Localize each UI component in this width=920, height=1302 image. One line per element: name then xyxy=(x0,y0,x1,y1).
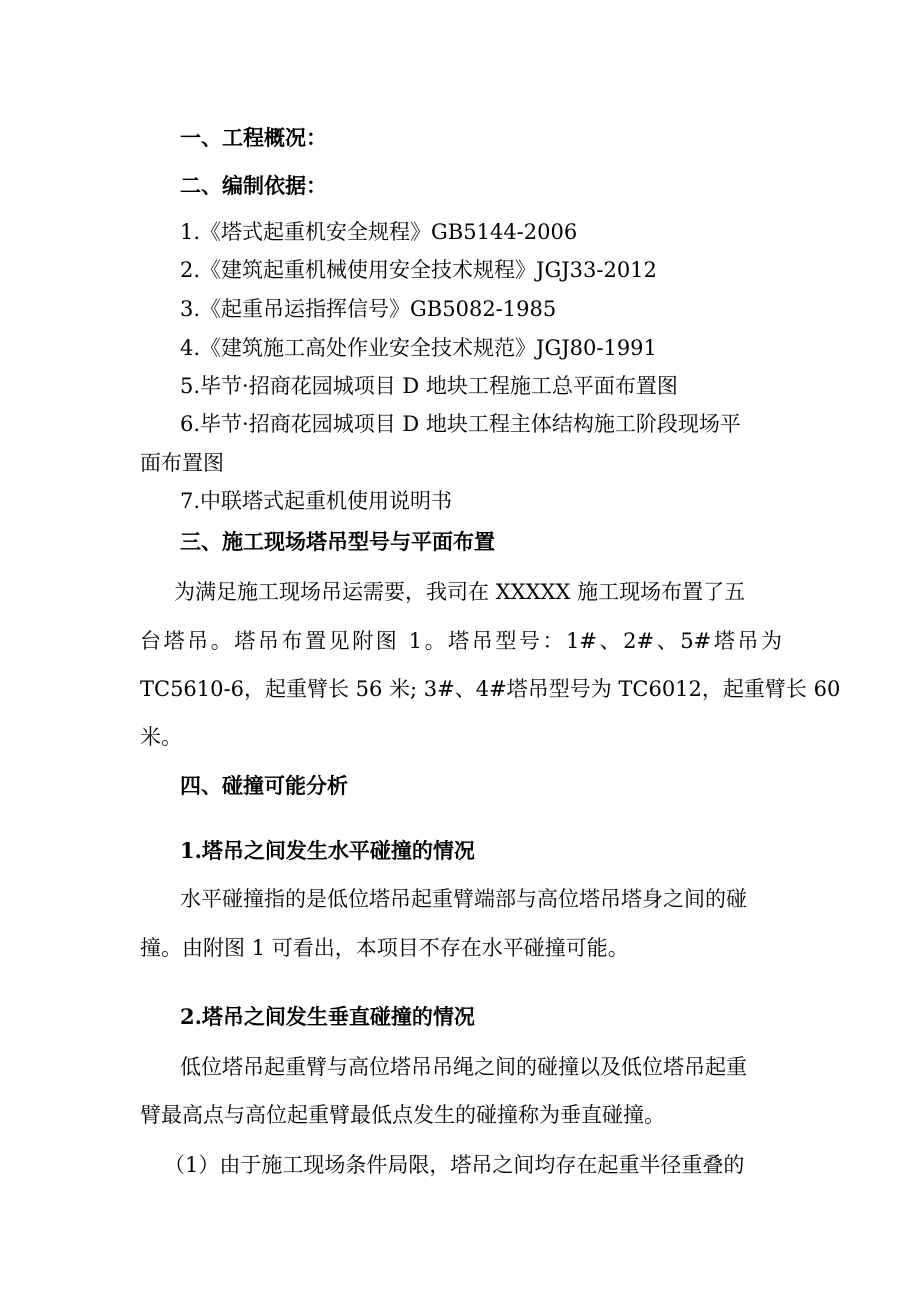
section-3-paragraph-line-2: 台塔吊。塔吊布置见附图 1。塔吊型号：1#、2#、5#塔吊为 xyxy=(140,629,782,653)
reference-item-2: 2.《建筑起重机械使用安全技术规程》JGJ33-2012 xyxy=(180,258,657,282)
reference-item-6: 6.毕节·招商花园城项目 D 地块工程主体结构施工阶段现场平 xyxy=(180,412,741,436)
section-heading-2: 二、编制依据： xyxy=(180,173,327,198)
reference-item-1: 1.《塔式起重机安全规程》GB5144-2006 xyxy=(180,220,578,244)
subsection-4-1-line-1: 水平碰撞指的是低位塔吊起重臂端部与高位塔吊塔身之间的碰 xyxy=(180,887,747,911)
section-heading-3: 三、施工现场塔吊型号与平面布置 xyxy=(180,529,495,554)
subsection-heading-4-2: 2.塔吊之间发生垂直碰撞的情况 xyxy=(180,1004,475,1029)
section-heading-1: 一、工程概况： xyxy=(180,125,327,150)
subsection-4-2-line-2: 臂最高点与高位起重臂最低点发生的碰撞称为垂直碰撞。 xyxy=(140,1103,665,1127)
section-3-paragraph-line-3: TC5610-6，起重臂长 56 米; 3#、4#塔吊型号为 TC6012，起重臂长 60 xyxy=(140,677,841,701)
reference-item-6-continued: 面布置图 xyxy=(140,451,224,475)
subsection-4-1-line-2: 撞。由附图 1 可看出，本项目不存在水平碰撞可能。 xyxy=(140,936,629,960)
subsection-4-2-line-1: 低位塔吊起重臂与高位塔吊吊绳之间的碰撞以及低位塔吊起重 xyxy=(180,1055,747,1079)
subsection-4-2-line-3: （1）由于施工现场条件局限，塔吊之间均存在起重半径重叠的 xyxy=(164,1153,745,1177)
reference-item-3: 3.《起重吊运指挥信号》GB5082-1985 xyxy=(180,297,557,321)
section-3-paragraph-line-4: 米。 xyxy=(140,725,182,749)
reference-item-4: 4.《建筑施工高处作业安全技术规范》JGJ80-1991 xyxy=(180,336,657,360)
section-3-paragraph-line-1: 为满足施工现场吊运需要，我司在 XXXXX 施工现场布置了五 xyxy=(174,580,746,604)
section-heading-4: 四、碰撞可能分析 xyxy=(180,773,348,798)
subsection-heading-4-1: 1.塔吊之间发生水平碰撞的情况 xyxy=(180,838,475,863)
reference-item-5: 5.毕节·招商花园城项目 D 地块工程施工总平面布置图 xyxy=(180,374,678,398)
reference-item-7: 7.中联塔式起重机使用说明书 xyxy=(180,489,453,513)
